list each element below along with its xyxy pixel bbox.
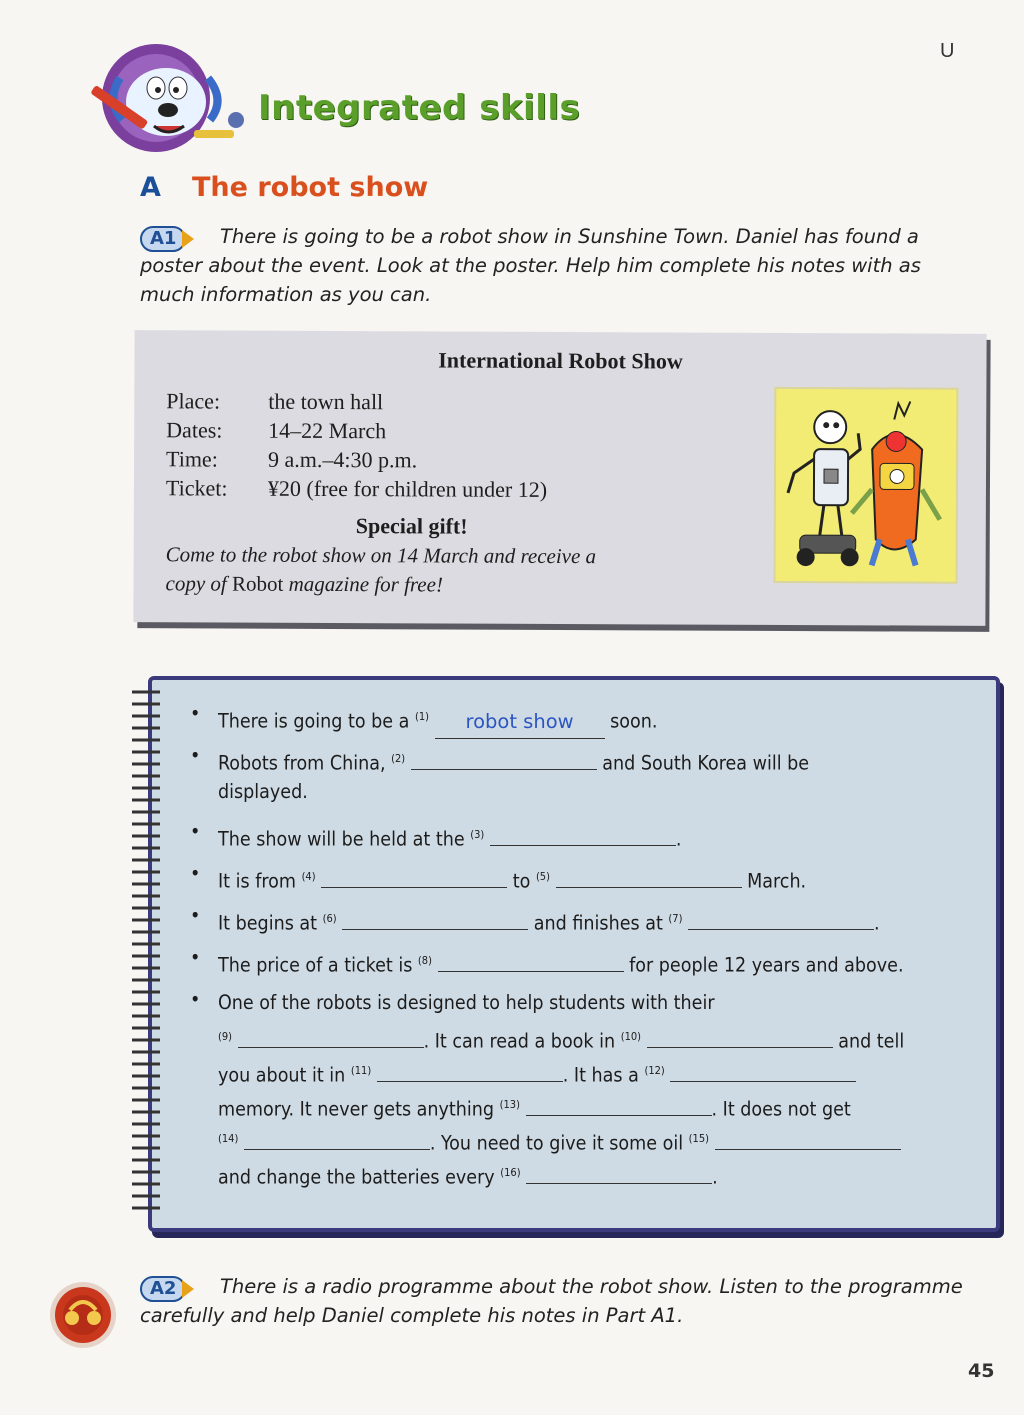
blank-7[interactable] (688, 911, 874, 930)
blank-number: (16) (500, 1166, 521, 1179)
note-text: It begins at $^{(6)}$ and finishes at $^{(7)}$ . (218, 911, 880, 935)
poster-row-dates (166, 415, 547, 446)
bullet: • (190, 862, 201, 885)
blank-6[interactable] (342, 911, 528, 930)
poster-key: Dates: (166, 417, 223, 443)
note-text: displayed. (218, 780, 308, 803)
gift-line (165, 569, 596, 600)
note-text-part: . You need to give it some oil (429, 1131, 684, 1155)
poster-title: International Robot Show (438, 347, 683, 374)
blank-number: (9) (218, 1030, 233, 1043)
a1-badge-label: A1 (140, 226, 186, 252)
note-text-part: The price of a ticket is (218, 953, 413, 977)
blank-number: (1) (414, 710, 429, 723)
blank-11[interactable] (377, 1063, 563, 1082)
note-text-part: and change the batteries every (218, 1165, 495, 1189)
note-text-part: . It has a (562, 1063, 639, 1087)
unit-tab: U (940, 40, 955, 62)
part-title: The robot show (192, 172, 429, 203)
blank-number: (14) (218, 1132, 239, 1145)
page-number: 45 (968, 1360, 995, 1382)
dog-mascot-icon (86, 40, 256, 160)
poster-value: 9 a.m.–4:30 p.m. (268, 446, 418, 473)
note-text-part: It begins at (218, 911, 318, 935)
part-letter: A (140, 172, 161, 203)
a2-badge-label: A2 (140, 1276, 186, 1302)
magazine-name: Robot (231, 571, 284, 596)
note-text: One of the robots is designed to help students with their (218, 991, 715, 1014)
note-text-part: and finishes at (533, 911, 663, 935)
note-text-part: March. (747, 869, 807, 893)
gift-line: Come to the robot show on 14 March and receive a (165, 542, 597, 569)
note-text-part: There is going to be a (218, 709, 410, 733)
poster-key: Ticket: (165, 475, 228, 501)
bullet: • (190, 702, 201, 725)
note-text (218, 860, 806, 898)
a1-line: There is going to be a robot show in Sunshine Town. Daniel has found a (220, 225, 919, 248)
blank-number: (11) (350, 1064, 372, 1077)
blank-number: (10) (620, 1030, 642, 1043)
note-text (218, 742, 809, 780)
a1-instructions (140, 222, 921, 309)
special-gift-text (165, 540, 596, 600)
note-text (218, 944, 904, 982)
blank-number: (6) (322, 912, 337, 925)
poster-value: 14–22 March (268, 417, 387, 444)
note-text-part: and South Korea will be (602, 751, 810, 775)
a2-line: There is a radio programme about the robot show. Listen to the programme (220, 1275, 963, 1298)
blank-number: (4) (301, 870, 316, 883)
poster-key: Time: (166, 446, 218, 472)
bullet: • (190, 904, 201, 927)
bullet: • (190, 946, 201, 969)
blank-16[interactable] (526, 1165, 712, 1184)
section-title: Integrated skills (258, 88, 581, 128)
blank-4[interactable] (321, 869, 507, 888)
blank-2[interactable] (411, 751, 597, 770)
note-text: The show will be held at the $^{(3)}$ . (218, 827, 682, 851)
a1-line: much information as you can. (140, 283, 432, 306)
blank-13[interactable] (526, 1097, 712, 1116)
note-text-part: for people 12 years and above. (629, 953, 904, 977)
audio-cd-icon (48, 1280, 118, 1350)
poster-row-place (166, 386, 547, 417)
blank-14[interactable] (244, 1131, 430, 1150)
blank-15[interactable] (715, 1131, 901, 1150)
blank-number: (7) (668, 912, 683, 925)
blank-9[interactable] (238, 1029, 424, 1048)
blank-number: (2) (391, 752, 406, 765)
bullet: • (190, 988, 201, 1011)
blank-8[interactable] (438, 953, 624, 972)
note-text-part: It is from (218, 869, 296, 893)
note-text (218, 700, 657, 739)
blank-5[interactable] (556, 869, 742, 888)
note-text-part: The show will be held at the (218, 827, 465, 851)
spiral-binding-icon (130, 686, 164, 1216)
a1-line: poster about the event. Look at the poster. Help him complete his notes with as (140, 254, 921, 277)
blank-number: (5) (535, 870, 550, 883)
blank-number: (3) (470, 828, 485, 841)
note-text (218, 1054, 856, 1092)
poster-details (166, 386, 548, 504)
note-text-part: . It can read a book in (423, 1029, 616, 1053)
gift-text-part: magazine for free! (283, 571, 444, 597)
blank-number: (13) (499, 1098, 520, 1111)
a2-instructions (140, 1272, 963, 1330)
a2-line: carefully and help Daniel complete his notes in Part A1. (140, 1304, 684, 1327)
gift-text-part: copy of (165, 571, 233, 596)
bullet: • (190, 820, 201, 843)
note-text (218, 1122, 901, 1160)
blank-3[interactable] (490, 827, 676, 846)
note-text-part: . It does not get (711, 1097, 851, 1121)
note-text-part: you about it in (218, 1063, 346, 1087)
note-text-part: memory. It never gets anything (218, 1097, 495, 1121)
blank-number: (8) (417, 954, 432, 967)
poster-row-time (166, 444, 547, 475)
blank-number: (15) (688, 1132, 709, 1145)
poster-key: Place: (166, 388, 221, 414)
note-text: and change the batteries every $^{(16)}$ . (218, 1165, 718, 1189)
poster-value: the town hall (268, 388, 384, 415)
poster-row-ticket (166, 473, 547, 504)
answer-robot-show: robot show (435, 705, 605, 739)
event-poster (133, 330, 986, 626)
note-text-part: soon. (610, 709, 658, 733)
note-text (218, 1020, 904, 1058)
note-text-part: to (512, 869, 531, 893)
robots-illustration (774, 387, 959, 584)
blank-10[interactable] (647, 1029, 833, 1048)
special-gift-title: Special gift! (355, 513, 468, 539)
blank-number: (12) (644, 1064, 665, 1077)
bullet: • (190, 744, 201, 767)
poster-value: ¥20 (free for children under 12) (267, 475, 548, 502)
blank-12[interactable] (670, 1063, 856, 1082)
note-text-part: and tell (838, 1029, 905, 1053)
note-text (218, 1088, 851, 1126)
note-text-part: Robots from China, (218, 751, 386, 775)
